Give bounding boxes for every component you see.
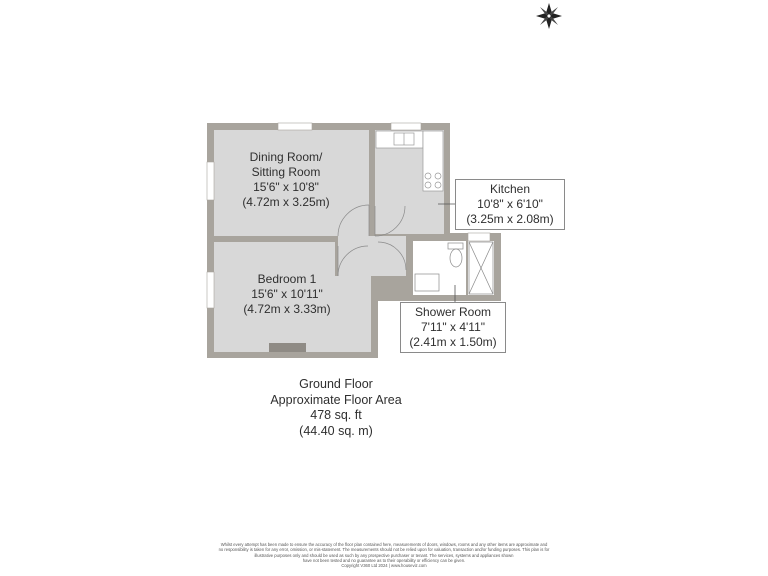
shower-room-metric: (2.41m x 1.50m) [409, 335, 497, 349]
window-kitchen-top [391, 123, 421, 130]
disclaimer-line-1: Whilst every attempt has been made to ensure the accuracy of the floor plan contained here, measurements of doors, windows, rooms and any other items are approximate and [220, 542, 548, 547]
window-bedroom-left [207, 272, 214, 308]
window-shower-top [468, 233, 490, 241]
bedroom-imperial: 15'6" x 10'11" [251, 287, 323, 301]
floor-area-imperial: 478 sq. ft [310, 408, 362, 422]
window-dining-top [278, 123, 312, 130]
kitchen-label [455, 179, 565, 230]
floor-name: Ground Floor [299, 377, 373, 391]
disclaimer [168, 542, 600, 568]
basin-icon [415, 274, 439, 291]
disclaimer-line-5: Copyright V360 Ltd 2024 | www.houseviz.com [341, 563, 427, 569]
kitchen-metric: (3.25m x 2.08m) [466, 212, 554, 226]
hallway-floor [338, 236, 406, 276]
floor-area-summary [236, 377, 436, 439]
compass-north-arrow-icon [536, 3, 562, 29]
shower-room-label [400, 302, 506, 353]
dining-room-label [231, 150, 341, 210]
bedroom-window-bottom [269, 343, 306, 352]
dining-room-name-2: Sitting Room [251, 165, 321, 179]
disclaimer-line-3: illustrative purposes only and should be used as such by any prospective purchaser or tenant. The services, systems and appliances shown [254, 552, 514, 558]
bedroom-metric: (4.72m x 3.33m) [243, 302, 331, 316]
bedroom-name: Bedroom 1 [257, 272, 317, 286]
shower-room-imperial: 7'11" x 4'11" [420, 320, 486, 334]
disclaimer-line-2: no responsibility is taken for any error, omission, or mis-statement. The measurements should not be relied upon for valuation, transaction and/or funding purposes. This plan is for [218, 547, 550, 553]
shower-room-name: Shower Room [414, 305, 492, 319]
kitchen-imperial: 10'8" x 6'10" [477, 197, 543, 211]
disclaimer-line-4: have not been tested and no guarantee as to their operability or efficiency can be given. [302, 557, 466, 563]
toilet-cistern-icon [448, 243, 463, 249]
window-dining-left [207, 162, 214, 200]
kitchen-name: Kitchen [489, 182, 531, 196]
dining-room-metric: (4.72m x 3.25m) [242, 195, 330, 209]
bedroom-label [232, 272, 342, 317]
dining-room-name-1: Dining Room/ [249, 150, 323, 164]
floor-area-metric: (44.40 sq. m) [299, 423, 373, 438]
toilet-icon [450, 249, 462, 267]
dining-room-imperial: 15'6" x 10'8" [253, 180, 319, 194]
floor-area-label: Approximate Floor Area [270, 392, 402, 407]
kitchen-counter-side [423, 131, 443, 191]
kitchen-counter [376, 131, 423, 148]
